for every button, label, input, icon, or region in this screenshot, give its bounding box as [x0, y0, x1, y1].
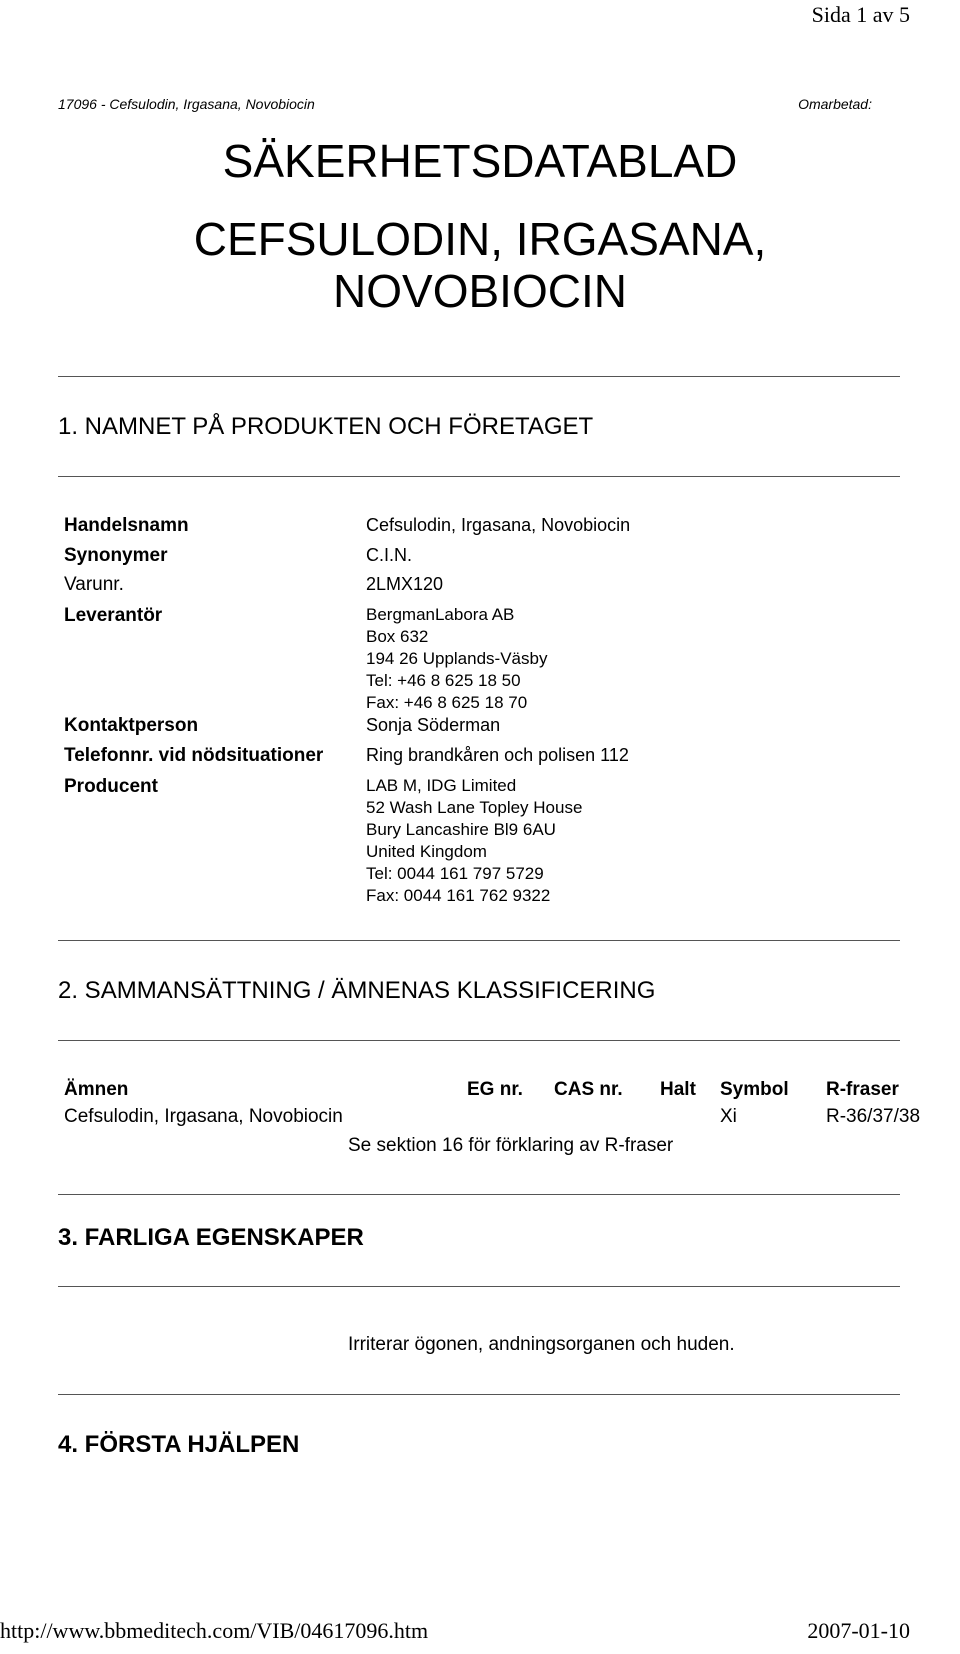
section-4-heading: 4. FÖRSTA HJÄLPEN	[58, 1431, 300, 1458]
column-header-amnen: Ämnen	[64, 1079, 129, 1100]
value-handelsnamn: Cefsulodin, Irgasana, Novobiocin	[366, 515, 631, 535]
cell-amne: Cefsulodin, Irgasana, Novobiocin	[64, 1106, 343, 1127]
column-header-eg-nr: EG nr.	[467, 1079, 523, 1100]
divider	[58, 940, 900, 941]
label-telefonnr: Telefonnr. vid nödsituationer	[64, 745, 324, 766]
column-header-r-fraser: R-fraser	[826, 1079, 899, 1100]
page-indicator: Sida 1 av 5	[811, 2, 910, 27]
value-synonymer: C.I.N.	[366, 545, 413, 565]
section-1-heading: 1. NAMNET PÅ PRODUKTEN OCH FÖRETAGET	[58, 413, 594, 440]
print-date: 2007-01-10	[807, 1618, 910, 1643]
section-2-heading: 2. SAMMANSÄTTNING / ÄMNENAS KLASSIFICERING	[58, 977, 656, 1004]
column-header-symbol: Symbol	[720, 1079, 789, 1100]
column-header-halt: Halt	[660, 1079, 696, 1100]
product-title-line2: NOVOBIOCIN	[333, 265, 627, 317]
value-telefonnr: Ring brandkåren och polisen 112	[366, 745, 629, 765]
label-synonymer: Synonymer	[64, 545, 168, 566]
value-leverantor: BergmanLabora AB Box 632 194 26 Upplands-Väsby Tel: +46 8 625 18 50 Fax: +46 8 625 18 70	[366, 605, 548, 712]
divider	[58, 1040, 900, 1041]
section-3-heading: 3. FARLIGA EGENSKAPER	[58, 1224, 364, 1251]
divider	[58, 1394, 900, 1395]
product-title-line1: CEFSULODIN, IRGASANA,	[193, 213, 767, 265]
value-varunr: 2LMX120	[366, 574, 444, 594]
revised-label: Omarbetad:	[798, 96, 872, 112]
value-producent: LAB M, IDG Limited 52 Wash Lane Topley House Bury Lancashire Bl9 6AU United Kingdom Tel: 0044 161 797 5729 Fax: 0044 161 762 9322	[366, 776, 583, 905]
divider	[58, 376, 900, 377]
cell-r-fraser: R-36/37/38	[826, 1106, 921, 1127]
label-leverantor: Leverantör	[64, 605, 163, 626]
column-header-cas-nr: CAS nr.	[554, 1079, 623, 1100]
product-reference: 17096 - Cefsulodin, Irgasana, Novobiocin	[58, 96, 315, 112]
r-fraser-note: Se sektion 16 för förklaring av R-fraser	[348, 1135, 674, 1156]
label-varunr: Varunr.	[64, 574, 124, 595]
hazard-text: Irriterar ögonen, andningsorganen och huden.	[348, 1334, 735, 1355]
divider	[58, 1194, 900, 1195]
page-title: SÄKERHETSDATABLAD	[222, 135, 738, 187]
label-kontaktperson: Kontaktperson	[64, 715, 199, 736]
value-kontaktperson: Sonja Söderman	[366, 715, 501, 735]
page-url: http://www.bbmeditech.com/VIB/04617096.htm	[0, 1618, 429, 1643]
divider	[58, 476, 900, 477]
label-producent: Producent	[64, 776, 158, 797]
divider	[58, 1286, 900, 1287]
label-handelsnamn: Handelsnamn	[64, 515, 189, 536]
cell-symbol: Xi	[720, 1106, 737, 1127]
